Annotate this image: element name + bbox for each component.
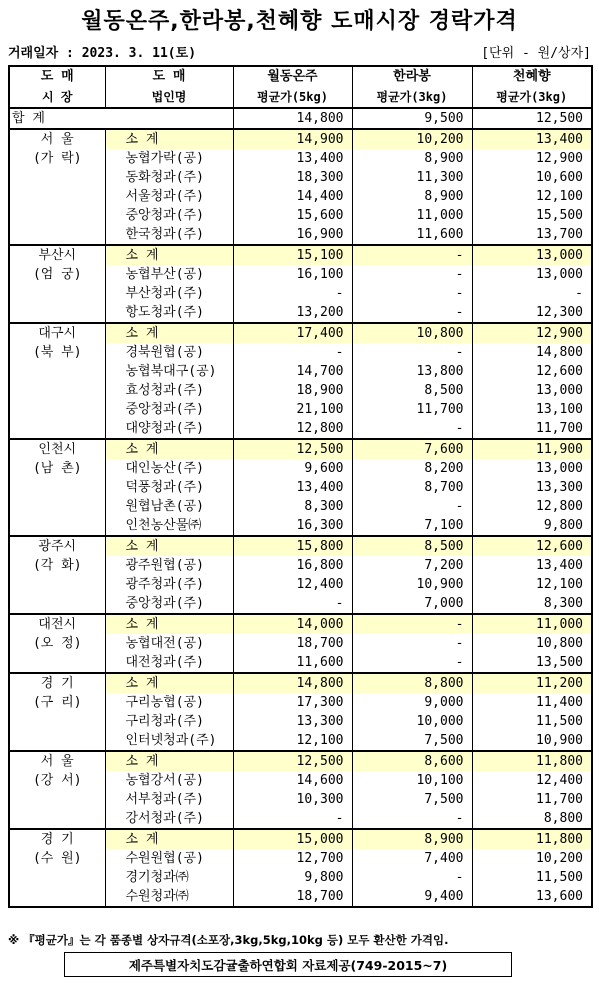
price-v1: 16,100 [233, 265, 352, 284]
price-v1: 12,500 [233, 751, 352, 771]
price-v3: 11,700 [472, 790, 592, 809]
price-v2: 9,400 [352, 887, 472, 907]
price-v2: 8,900 [352, 187, 472, 206]
price-v3: 12,800 [472, 497, 592, 516]
price-v1: 17,300 [233, 693, 352, 712]
price-v1: 15,000 [233, 829, 352, 849]
total-row [9, 108, 592, 129]
price-v3: 8,800 [472, 809, 592, 829]
price-v3: - [472, 284, 592, 303]
price-v1: 14,700 [233, 362, 352, 381]
price-v2: 8,700 [352, 478, 472, 497]
price-v1: - [233, 809, 352, 829]
price-v2: 10,900 [352, 575, 472, 594]
price-v2: - [352, 634, 472, 653]
subtotal-row [9, 673, 592, 693]
market-name [9, 129, 105, 245]
price-v3: 15,500 [472, 206, 592, 225]
price-v2: 8,800 [352, 673, 472, 693]
corp-name: 소 계 [105, 439, 233, 459]
market-name-line: (강 서) [32, 773, 82, 788]
subtotal-row [9, 751, 592, 771]
price-v2: 11,700 [352, 400, 472, 419]
total-v3: 12,500 [472, 108, 592, 129]
price-v3: 12,900 [472, 149, 592, 168]
price-v1: 13,300 [233, 712, 352, 731]
header-col1-sub: 평균가(5kg) [233, 87, 352, 108]
price-v2: - [352, 868, 472, 887]
price-v1: 12,500 [233, 439, 352, 459]
price-v3: 11,500 [472, 712, 592, 731]
price-v2: 7,000 [352, 594, 472, 614]
price-v3: 13,500 [472, 653, 592, 673]
unit-label: [단위 - 원/상자] [481, 46, 591, 61]
market-name-line: (오 정) [32, 636, 82, 651]
price-v2: 11,300 [352, 168, 472, 187]
market-name [9, 829, 105, 907]
price-v1: 14,800 [233, 673, 352, 693]
price-v1: 13,400 [233, 149, 352, 168]
price-v3: 11,000 [472, 614, 592, 634]
corp-name: 소 계 [105, 129, 233, 149]
price-v3: 13,600 [472, 887, 592, 907]
market-name [9, 245, 105, 323]
total-v2: 9,500 [352, 108, 472, 129]
price-v2: 7,500 [352, 790, 472, 809]
price-v3: 13,000 [472, 459, 592, 478]
price-v1: 15,600 [233, 206, 352, 225]
corp-name: 소 계 [105, 245, 233, 265]
corp-name: 부산청과(주) [105, 284, 233, 303]
price-v1: 15,800 [233, 536, 352, 556]
corp-name: 서부청과(주) [105, 790, 233, 809]
price-v2: 8,900 [352, 829, 472, 849]
corp-name: 소 계 [105, 751, 233, 771]
price-v3: 13,700 [472, 225, 592, 245]
price-v2: - [352, 343, 472, 362]
price-v2: - [352, 614, 472, 634]
corp-name: 소 계 [105, 614, 233, 634]
header-market: 도 매 [9, 66, 105, 87]
header-col2: 한라봉 [352, 66, 472, 87]
market-name-line: (남 촌) [32, 461, 82, 476]
market-name-line: 광주시 [38, 539, 77, 554]
price-v3: 13,000 [472, 265, 592, 284]
price-v1: 18,700 [233, 634, 352, 653]
price-v3: 9,800 [472, 516, 592, 536]
corp-name: 소 계 [105, 323, 233, 343]
price-v3: 12,300 [472, 303, 592, 323]
table-body [9, 108, 592, 907]
price-v2: - [352, 265, 472, 284]
corp-name: 농협가락(공) [105, 149, 233, 168]
price-v3: 12,100 [472, 575, 592, 594]
report-meta [8, 42, 591, 60]
price-v1: 17,400 [233, 323, 352, 343]
price-v3: 8,300 [472, 594, 592, 614]
header-corp-sub: 법인명 [105, 87, 233, 108]
corp-name: 대인농산(주) [105, 459, 233, 478]
price-v3: 12,400 [472, 771, 592, 790]
price-v2: 11,600 [352, 225, 472, 245]
price-v3: 12,600 [472, 536, 592, 556]
market-name-line: 대구시 [38, 326, 77, 341]
price-v1: 16,900 [233, 225, 352, 245]
price-v3: 10,800 [472, 634, 592, 653]
report-title: 월동온주,한라봉,천혜향 도매시장 경락가격 [81, 9, 518, 34]
price-v1: 21,100 [233, 400, 352, 419]
price-v1: 12,100 [233, 731, 352, 751]
price-v1: - [233, 594, 352, 614]
footnote: ※ 『평균가』는 각 품종별 상자규격(소포장,3kg,5kg,10kg 등) 모두 환산한 가격임. [8, 933, 449, 947]
subtotal-row [9, 439, 592, 459]
corp-name: 광주원협(공) [105, 556, 233, 575]
header-market-sub: 시 장 [9, 87, 105, 108]
price-v3: 10,600 [472, 168, 592, 187]
corp-name: 구리청과(주) [105, 712, 233, 731]
header-corp: 도 매 [105, 66, 233, 87]
price-v1: 12,700 [233, 849, 352, 868]
header-col2-sub: 평균가(3kg) [352, 87, 472, 108]
price-v3: 13,400 [472, 129, 592, 149]
price-v3: 11,800 [472, 829, 592, 849]
price-v1: 10,300 [233, 790, 352, 809]
source-box: 제주특별자치도감귤출하연합회 자료제공(749-2015~7) [64, 952, 512, 977]
price-v2: - [352, 809, 472, 829]
subtotal-row [9, 129, 592, 149]
price-v2: 10,100 [352, 771, 472, 790]
corp-name: 소 계 [105, 536, 233, 556]
corp-name: 중앙청과(주) [105, 400, 233, 419]
price-v1: 8,300 [233, 497, 352, 516]
market-name-line: (수 원) [32, 851, 82, 866]
market-name-line: 부산시 [38, 248, 77, 263]
subtotal-row [9, 536, 592, 556]
price-v3: 13,300 [472, 478, 592, 497]
price-v1: 18,900 [233, 381, 352, 400]
corp-name: 농협강서(공) [105, 771, 233, 790]
price-v1: 14,900 [233, 129, 352, 149]
price-v1: 13,400 [233, 478, 352, 497]
price-v1: 12,800 [233, 419, 352, 439]
market-name [9, 439, 105, 536]
subtotal-row [9, 245, 592, 265]
trade-date: 거래일자 : 2023. 3. 11(토) [8, 46, 197, 61]
price-v2: 13,800 [352, 362, 472, 381]
price-v1: 16,800 [233, 556, 352, 575]
price-v3: 14,800 [472, 343, 592, 362]
price-v1: 15,100 [233, 245, 352, 265]
corp-name: 서울청과(주) [105, 187, 233, 206]
price-v2: 8,900 [352, 149, 472, 168]
corp-name: 농협부산(공) [105, 265, 233, 284]
price-v1: 14,600 [233, 771, 352, 790]
header-col3-sub: 평균가(3kg) [472, 87, 592, 108]
price-v1: 14,000 [233, 614, 352, 634]
corp-name: 농협북대구(공) [105, 362, 233, 381]
market-name-line: (북 부) [32, 345, 82, 360]
corp-name: 인천농산물㈜ [105, 516, 233, 536]
price-v3: 12,900 [472, 323, 592, 343]
market-name-line: (구 리) [32, 695, 82, 710]
subtotal-row [9, 829, 592, 849]
price-v1: 11,600 [233, 653, 352, 673]
corp-name: 강서청과(주) [105, 809, 233, 829]
corp-name: 중앙청과(주) [105, 594, 233, 614]
market-name-line: 경 기 [40, 832, 74, 847]
corp-name: 원협남촌(공) [105, 497, 233, 516]
price-v2: 10,200 [352, 129, 472, 149]
price-v3: 11,700 [472, 419, 592, 439]
price-v2: 7,400 [352, 849, 472, 868]
price-v2: 8,200 [352, 459, 472, 478]
price-v3: 12,600 [472, 362, 592, 381]
corp-name: 소 계 [105, 829, 233, 849]
corp-name: 광주청과(주) [105, 575, 233, 594]
price-v3: 11,200 [472, 673, 592, 693]
price-v1: 9,600 [233, 459, 352, 478]
corp-name: 덕풍청과(주) [105, 478, 233, 497]
price-v3: 10,900 [472, 731, 592, 751]
price-v3: 11,900 [472, 439, 592, 459]
corp-name: 한국청과(주) [105, 225, 233, 245]
corp-name: 농협대전(공) [105, 634, 233, 653]
price-v2: - [352, 245, 472, 265]
corp-name: 수원원협(공) [105, 849, 233, 868]
price-v2: - [352, 497, 472, 516]
price-v2: - [352, 284, 472, 303]
corp-name: 경북원협(공) [105, 343, 233, 362]
price-v2: 8,600 [352, 751, 472, 771]
price-v2: 11,000 [352, 206, 472, 225]
price-v3: 13,100 [472, 400, 592, 419]
corp-name: 효성청과(주) [105, 381, 233, 400]
corp-name: 동화청과(주) [105, 168, 233, 187]
corp-name: 경기청과㈜ [105, 868, 233, 887]
price-v2: 7,100 [352, 516, 472, 536]
price-v1: 14,400 [233, 187, 352, 206]
corp-name: 중앙청과(주) [105, 206, 233, 225]
price-v3: 11,400 [472, 693, 592, 712]
market-name [9, 323, 105, 439]
price-v2: 7,500 [352, 731, 472, 751]
market-name-line: (각 화) [32, 558, 82, 573]
corp-name: 항도청과(주) [105, 303, 233, 323]
total-label: 합 계 [9, 108, 233, 129]
price-v1: - [233, 343, 352, 362]
price-v1: 16,300 [233, 516, 352, 536]
market-name-line: 대전시 [38, 617, 77, 632]
market-name [9, 673, 105, 751]
corp-name: 구리농협(공) [105, 693, 233, 712]
subtotal-row [9, 323, 592, 343]
price-v1: 9,800 [233, 868, 352, 887]
total-v1: 14,800 [233, 108, 352, 129]
header-col3: 천혜향 [472, 66, 592, 87]
subtotal-row [9, 614, 592, 634]
price-v2: 7,600 [352, 439, 472, 459]
price-v3: 11,500 [472, 868, 592, 887]
price-v3: 11,800 [472, 751, 592, 771]
price-v2: - [352, 303, 472, 323]
market-name [9, 536, 105, 614]
price-v2: 7,200 [352, 556, 472, 575]
price-v1: - [233, 284, 352, 303]
price-v3: 12,100 [472, 187, 592, 206]
price-v3: 10,200 [472, 849, 592, 868]
market-name-line: 서 울 [40, 754, 74, 769]
market-name-line: 서 울 [40, 132, 74, 147]
market-name-line: 경 기 [40, 676, 74, 691]
price-v2: - [352, 653, 472, 673]
price-v2: 8,500 [352, 381, 472, 400]
price-v1: 18,700 [233, 887, 352, 907]
market-name [9, 751, 105, 829]
market-name-line: (엄 궁) [32, 267, 82, 282]
price-v3: 13,000 [472, 381, 592, 400]
corp-name: 인터넷청과(주) [105, 731, 233, 751]
price-v3: 13,000 [472, 245, 592, 265]
price-v3: 13,400 [472, 556, 592, 575]
market-name-line: (가 락) [32, 151, 82, 166]
corp-name: 대전청과(주) [105, 653, 233, 673]
price-v1: 13,200 [233, 303, 352, 323]
corp-name: 수원청과㈜ [105, 887, 233, 907]
price-v2: 9,000 [352, 693, 472, 712]
market-name [9, 614, 105, 673]
price-v2: 10,000 [352, 712, 472, 731]
header-col1: 월동온주 [233, 66, 352, 87]
market-name-line: 인천시 [38, 442, 77, 457]
price-v2: 10,800 [352, 323, 472, 343]
price-v2: - [352, 419, 472, 439]
price-v1: 12,400 [233, 575, 352, 594]
corp-name: 소 계 [105, 673, 233, 693]
price-v1: 18,300 [233, 168, 352, 187]
price-v2: 8,500 [352, 536, 472, 556]
price-table [8, 65, 593, 908]
corp-name: 대양청과(주) [105, 419, 233, 439]
